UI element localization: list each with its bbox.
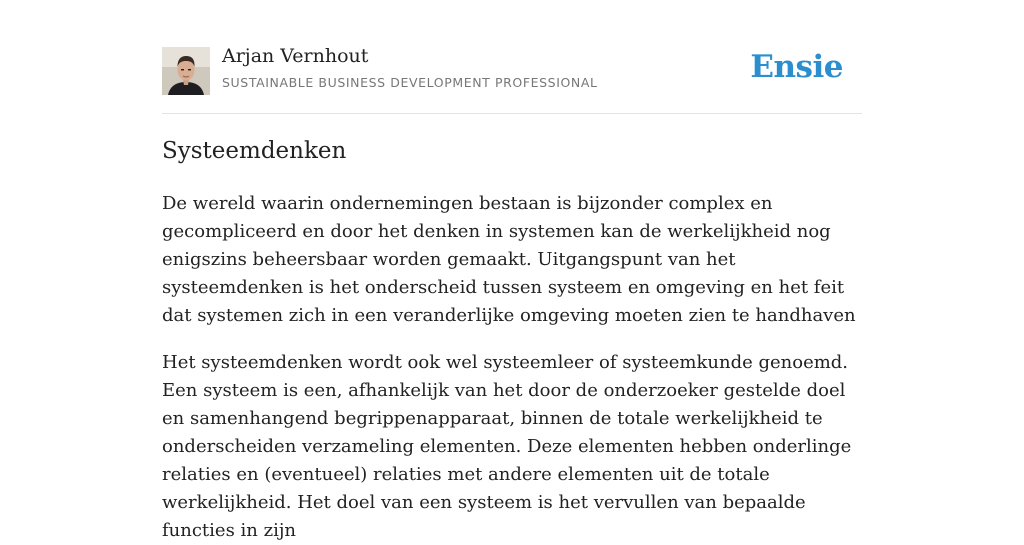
article-title: Systeemdenken [162,138,347,164]
article-paragraph: De wereld waarin ondernemingen bestaan is bijzonder complex en gecompliceerd en door het denken in systemen kan de werkelijkheid nog enigszins beheersbaar worden gemaakt. Uitgangspunt van het systeemdenken is het onderscheid tussen systeem en omgeving en het feit dat systemen zich in een veranderlijke omgeving moeten zien te handhaven [162,193,856,326]
author-name[interactable]: Arjan Vernhout [222,45,369,67]
author-title: SUSTAINABLE BUSINESS DEVELOPMENT PROFESSIONAL [222,75,598,90]
avatar-portrait-icon [162,47,210,95]
article-paragraph: Het systeemdenken wordt ook wel systeemleer of systeemkunde genoemd. Een systeem is een, afhankelijk van het door de onderzoeker gestelde doel en samenhangend begrippenapparaat, binnen de totale werkelijkheid te onderscheiden verzameling elementen. Deze elementen hebben onderlinge relaties en (eventueel) relaties met andere elementen uit de totale werkelijkheid. Het doel van een systeem is het vervullen van bepaalde functies in zijn [162,352,852,541]
author-avatar[interactable] [162,47,210,95]
ensie-logo[interactable]: Ensie [750,49,843,85]
content-container [162,0,862,541]
author-header [162,0,862,114]
